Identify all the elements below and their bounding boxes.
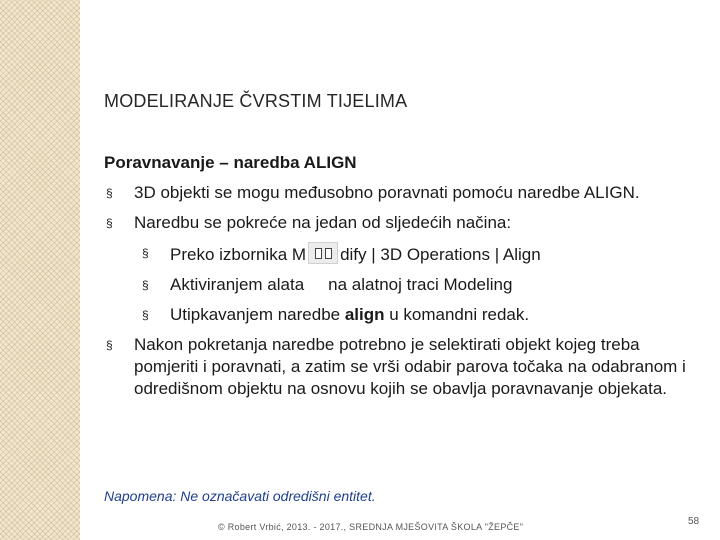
bullet-mark: § [142,308,149,322]
bullet-mark: § [106,338,113,352]
bullet-text: Nakon pokretanja naredbe potrebno je selektirati objekt kojeg treba pomjeriti i poravnati, a zatim se vrši odabir parova točaka na odabranom i odredišnom objektu na osnovu kojih se obavlja poravnavanje objekata. [134,335,686,398]
bullet-item [104,334,704,400]
bullet-mark: § [142,278,149,292]
bullet-text: Naredbu se pokreće na jedan od sljedećih načina: [134,213,512,232]
bullet-item [104,212,704,234]
sub-bullet-text: Preko izbornika M [170,245,307,264]
bullet-text: 3D objekti se mogu međusobno poravnati pomoću naredbe ALIGN. [134,183,640,202]
sub-bullet-item [104,304,704,326]
sub-bullet-text: na alatnoj traci Modeling [328,275,513,294]
bullet-item [104,182,704,204]
sub-bullet-text: dify | 3D Operations | Align [340,245,541,264]
bullet-mark: § [106,186,113,200]
align-tool-icon [308,242,338,264]
sub-bullet-item [104,242,704,266]
bullet-mark: § [142,246,149,260]
slide-content [104,152,704,408]
note-text: Napomena: Ne označavati odredišni entitet. [104,488,376,504]
footer-copyright: © Robert Vrbić, 2013. - 2017., SREDNJA MJEŠOVITA ŠKOLA "ŽEPČE" [218,522,524,532]
sub-bullet-text: Aktiviranjem alata [170,275,305,294]
sub-bullet-item [104,274,704,296]
page-number: 58 [688,516,700,527]
decorative-side-strip [0,0,80,540]
bullet-mark: § [106,216,113,230]
sub-bullet-text: u komandni redak. [384,305,530,324]
sub-bullet-text: Utipkavanjem naredbe [170,305,345,324]
command-name: align [344,305,385,324]
section-heading: Poravnavanje – naredba ALIGN [104,153,357,172]
slide-title: MODELIRANJE ČVRSTIM TIJELIMA [104,91,408,111]
toolbar-icon-placeholder [304,275,328,293]
